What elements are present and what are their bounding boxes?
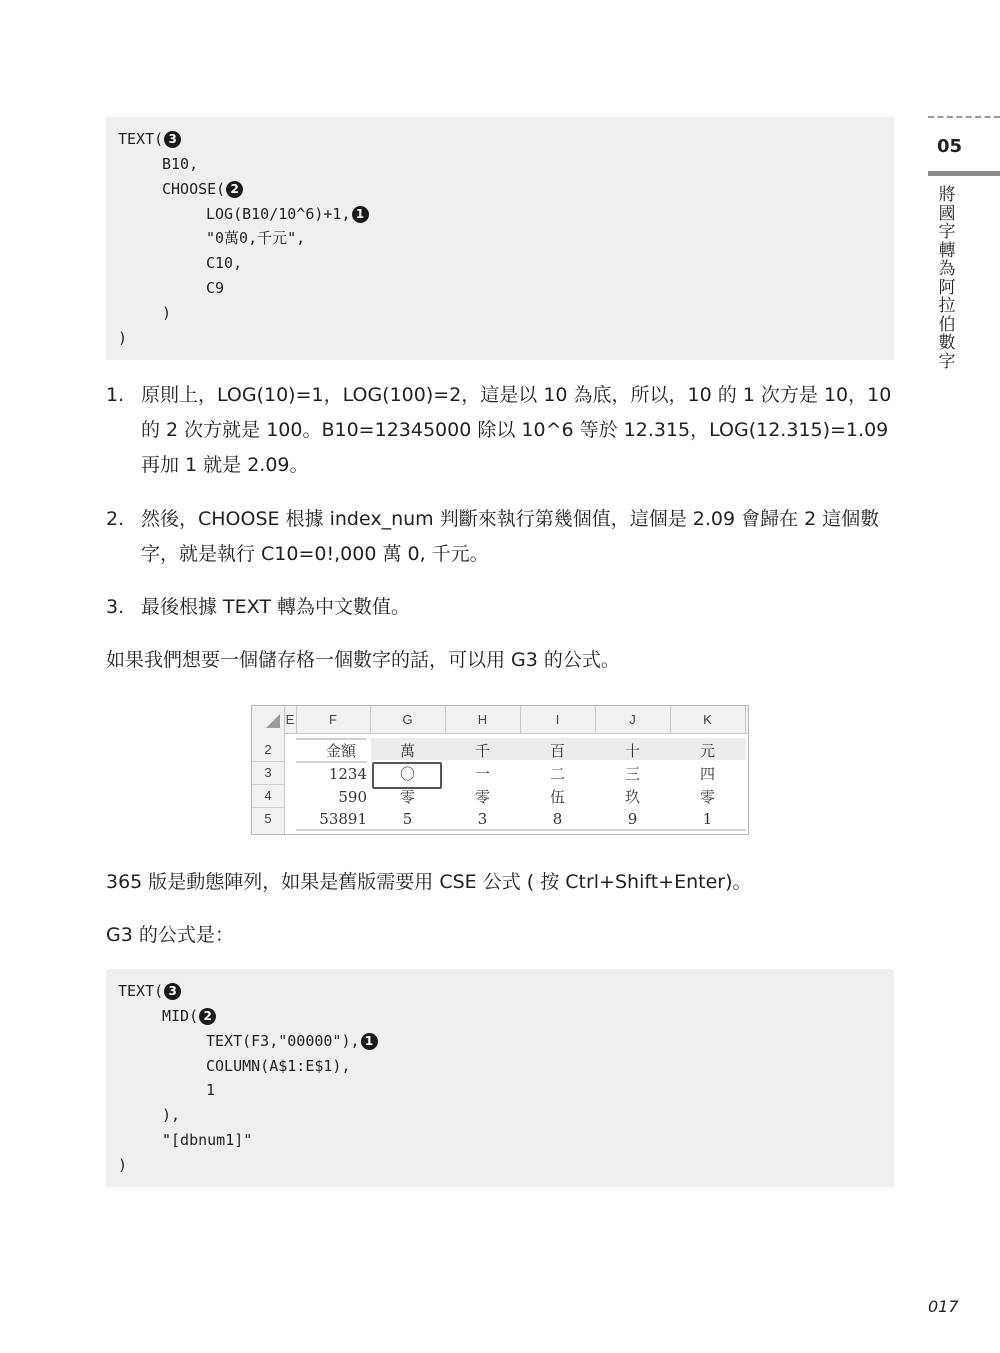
chapter-tab-bar <box>928 171 1000 176</box>
code-line: 1 <box>206 1081 216 1099</box>
code-line: CHOOSE( 2 <box>162 178 243 200</box>
code-line: TEXT( 3 <box>118 128 181 150</box>
cell: 8 <box>552 810 563 828</box>
cell: 三 <box>624 765 640 783</box>
cell: 9 <box>627 810 638 828</box>
list-item <box>106 502 906 572</box>
cell: 萬 <box>399 742 415 760</box>
select-all-corner-icon <box>266 714 280 728</box>
list-number: 3. <box>106 596 125 618</box>
selected-cell-outline <box>372 762 442 789</box>
code-line: MID( 2 <box>162 1005 216 1027</box>
cell: 一 <box>474 765 490 783</box>
row-header: 3 <box>264 765 272 780</box>
list-text: 原則上，LOG(10)=1，LOG(100)=2，這是以 10 為底，所以，10 的 1 次方是 10，10 的 2 次方就是 100。B10=12345000 除以 10^6 等於 12.315，LOG(12.315)=1.09 再加 1 就是 2.09。 <box>141 384 892 476</box>
spreadsheet-screenshot <box>251 705 749 835</box>
cell: 零 <box>474 788 490 806</box>
cell: 590 <box>338 788 367 806</box>
step-2-badge-icon: 2 <box>199 1008 216 1025</box>
code-block-2 <box>106 969 894 1187</box>
cell: 3 <box>477 810 488 828</box>
cell: 5 <box>402 810 413 828</box>
code-line: TEXT(F3,"00000"), 1 <box>206 1030 378 1052</box>
cell: 玖 <box>624 788 640 806</box>
column-header: G <box>402 712 413 727</box>
code-line: C10, <box>206 254 243 272</box>
code-line: TEXT( 3 <box>118 980 181 1002</box>
code-line: ) <box>118 329 128 347</box>
cell: 1234 <box>328 765 367 783</box>
column-header: K <box>703 712 712 727</box>
list-number: 2. <box>106 508 125 530</box>
paragraph: 365 版是動態陣列，如果是舊版需要用 CSE 公式 ( 按 Ctrl+Shift+Enter)。 <box>106 871 752 893</box>
cell: 千 <box>474 742 490 760</box>
code-line: COLUMN(A$1:E$1), <box>206 1057 351 1075</box>
row-header: 2 <box>264 742 272 757</box>
column-header: E <box>285 712 295 727</box>
column-header: I <box>555 712 560 727</box>
row-header: 5 <box>264 811 272 826</box>
code-line: ) <box>162 304 172 322</box>
cell: 金額 <box>325 742 356 760</box>
list-text: 然後，CHOOSE 根據 index_num 判斷來執行第幾個值，這個是 2.09 會歸在 2 這個數字，就是執行 C10=0!,000 萬 0, 千元。 <box>141 508 880 565</box>
cell: 伍 <box>549 788 565 806</box>
code-line: B10, <box>162 155 199 173</box>
code-line: "0萬0,千元", <box>206 229 306 247</box>
list-item <box>106 378 906 483</box>
row-header: 4 <box>264 788 272 803</box>
paragraph: 如果我們想要一個儲存格一個數字的話，可以用 G3 的公式。 <box>106 649 620 671</box>
list-number: 1. <box>106 384 125 406</box>
column-header: F <box>329 712 337 727</box>
cell: 四 <box>699 765 715 783</box>
code-line: C9 <box>206 279 225 297</box>
step-1-badge-icon: 1 <box>352 206 369 223</box>
cell: 1 <box>702 810 713 828</box>
page-number: 017 <box>928 1297 959 1316</box>
cell: 十 <box>624 742 640 760</box>
cell: 二 <box>549 765 565 783</box>
column-header: H <box>477 712 488 727</box>
column-header: J <box>629 712 636 727</box>
cell: 53891 <box>319 810 367 828</box>
code-block-1 <box>106 117 894 360</box>
code-line: ) <box>118 1156 128 1174</box>
cell: 元 <box>699 742 715 760</box>
step-3-badge-icon: 3 <box>164 131 181 148</box>
cell: 百 <box>549 742 565 760</box>
code-line: ), <box>162 1106 181 1124</box>
step-2-badge-icon: 2 <box>226 181 243 198</box>
list-item <box>106 590 906 625</box>
cell: 零 <box>399 788 415 806</box>
paragraph: G3 的公式是： <box>106 924 234 946</box>
chapter-tab-dashes <box>928 116 1000 118</box>
cell: 零 <box>699 788 715 806</box>
code-line: "[dbnum1]" <box>162 1131 253 1149</box>
step-1-badge-icon: 1 <box>361 1033 378 1050</box>
code-line: LOG(B10/10^6)+1, 1 <box>206 203 369 225</box>
step-3-badge-icon: 3 <box>164 983 181 1000</box>
list-text: 最後根據 TEXT 轉為中文數值。 <box>141 596 410 618</box>
chapter-title: 將國字轉為阿拉伯數字 <box>938 185 956 372</box>
chapter-number: 05 <box>937 136 963 157</box>
cell: 〇 <box>399 765 415 783</box>
